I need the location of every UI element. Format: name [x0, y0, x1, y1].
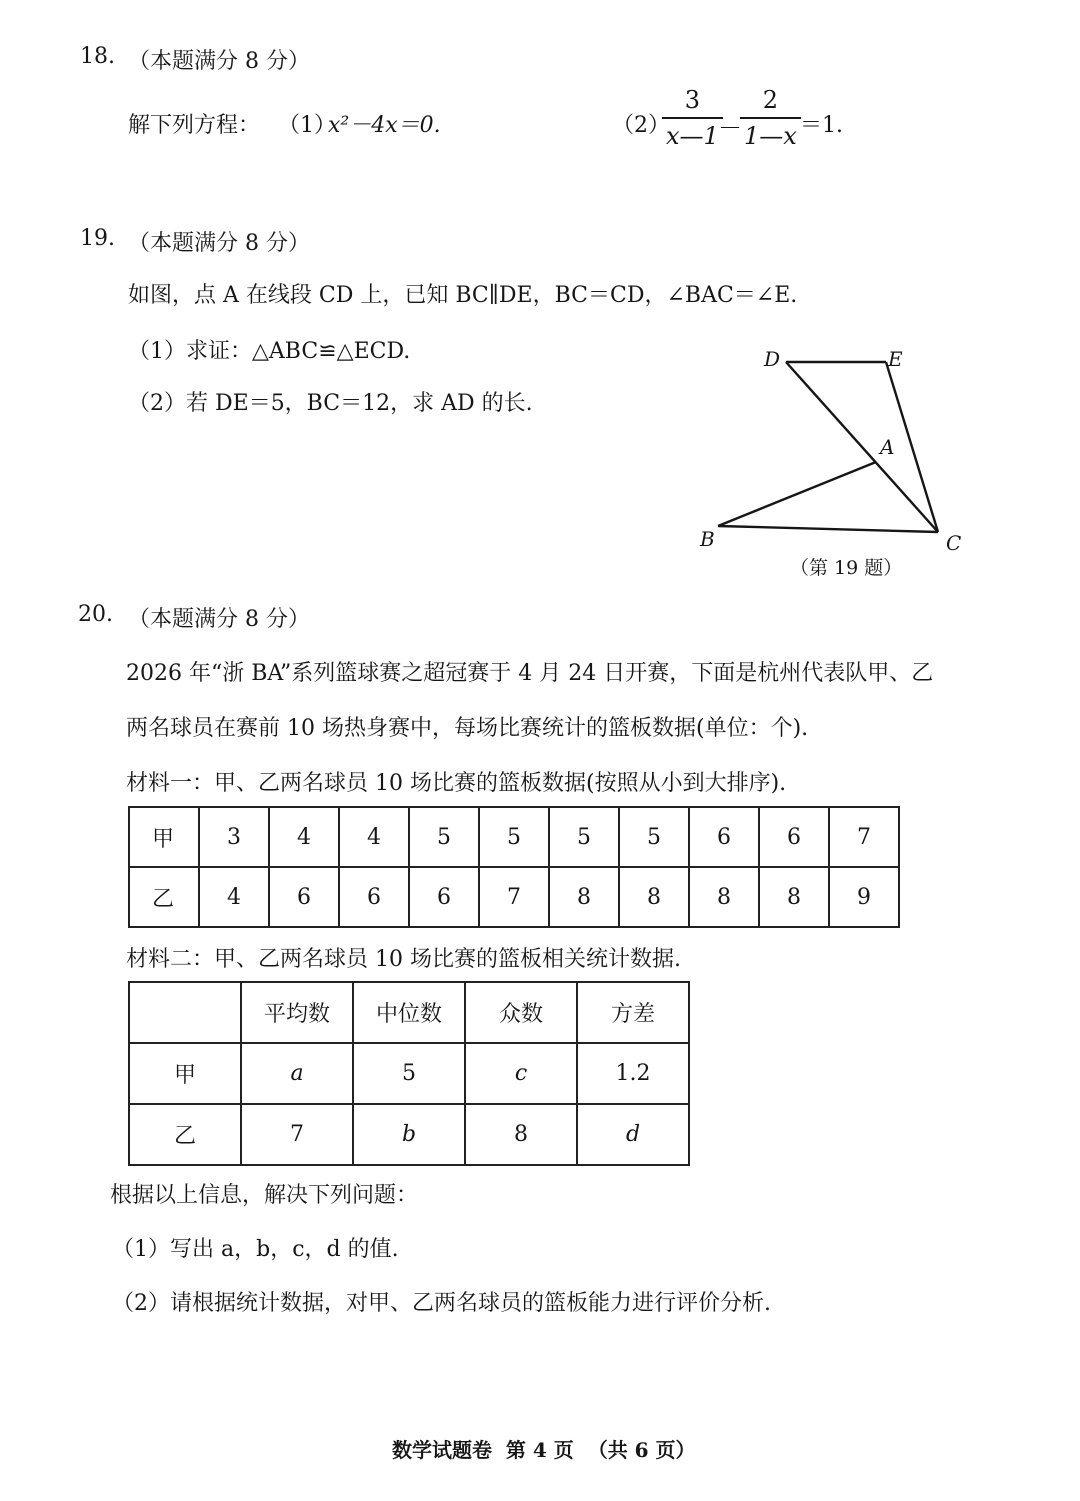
q18-rhs: ＝1. [800, 113, 843, 138]
table-cell: 6 [269, 867, 339, 927]
table-cell: 8 [759, 867, 829, 927]
label-A: A [880, 435, 895, 459]
q18-prompt: 解下列方程： [128, 113, 261, 138]
table-cell: 7 [241, 1104, 353, 1165]
table-cell: 3 [199, 807, 269, 867]
fraction-1-bar [662, 117, 723, 119]
table-row [129, 1043, 689, 1104]
table-cell: 7 [479, 867, 549, 927]
header-variance: 方差 [577, 982, 689, 1043]
table-cell: a [241, 1043, 353, 1104]
header-mode: 众数 [465, 982, 577, 1043]
table-cell: 5 [479, 807, 549, 867]
q19-figure-caption: （第 19 题） [790, 557, 903, 579]
segment-BA [718, 462, 876, 526]
statistics-table [128, 981, 690, 1166]
table-row [129, 807, 899, 867]
q20-part2: （2）请根据统计数据，对甲、乙两名球员的篮板能力进行评价分析. [112, 1291, 771, 1316]
fraction-1-numerator: 3 [684, 86, 701, 114]
rebound-data-table [128, 806, 900, 928]
table-cell: 4 [269, 807, 339, 867]
row-label-yi: 乙 [129, 867, 199, 927]
q19-header: （本题满分 8 分） [128, 231, 310, 256]
label-C: C [946, 531, 962, 555]
q19-part2: （2）若 DE＝5，BC＝12，求 AD 的长. [128, 391, 533, 416]
q18-minus-sign: － [718, 114, 742, 142]
q18-part1-label: （1） [278, 113, 336, 138]
q19-part1: （1）求证：△ABC≌△ECD. [128, 339, 411, 364]
table-cell: c [465, 1043, 577, 1104]
fraction-2-numerator: 2 [762, 86, 779, 114]
fraction-2-denominator: 1—x [744, 122, 797, 150]
label-D: D [764, 347, 781, 371]
table-cell: 9 [829, 867, 899, 927]
q20-header: （本题满分 8 分） [128, 607, 310, 632]
table-cell: 4 [339, 807, 409, 867]
q20-intro-line1: 2026 年“浙 BA”系列篮球赛之超冠赛于 4 月 24 日开赛，下面是杭州代表队甲、乙 [126, 661, 934, 686]
table-cell: 6 [689, 807, 759, 867]
page-footer: 数学试题卷 第 4 页 （共 6 页） [392, 1438, 696, 1462]
label-E: E [888, 347, 903, 371]
q19-statement: 如图，点 A 在线段 CD 上，已知 BC∥DE，BC＝CD，∠BAC＝∠E. [128, 283, 798, 308]
q18-fraction-2 [740, 86, 801, 150]
row-label-jia: 甲 [129, 807, 199, 867]
header-median: 中位数 [353, 982, 465, 1043]
q18-part1-equation: x²－4x＝0. [328, 113, 441, 138]
table-cell: 8 [465, 1104, 577, 1165]
table-corner-cell [129, 982, 241, 1043]
table-cell: 1.2 [577, 1043, 689, 1104]
q19-number: 19. [80, 226, 115, 251]
header-mean: 平均数 [241, 982, 353, 1043]
q18-fraction-1 [662, 86, 723, 150]
table-cell: 5 [353, 1043, 465, 1104]
table-cell: 6 [759, 807, 829, 867]
table-cell: 5 [409, 807, 479, 867]
q20-intro-line2: 两名球员在赛前 10 场热身赛中，每场比赛统计的篮板数据(单位：个). [126, 716, 809, 741]
table-cell: 8 [549, 867, 619, 927]
table-cell: d [577, 1104, 689, 1165]
table-cell: 5 [619, 807, 689, 867]
q18-header: （本题满分 8 分） [128, 49, 310, 74]
table-cell: 6 [339, 867, 409, 927]
segment-BC [718, 526, 938, 532]
segment-DC [786, 362, 938, 532]
table-row [129, 1104, 689, 1165]
fraction-1-denominator: x—1 [666, 122, 719, 150]
row-label-jia: 甲 [129, 1043, 241, 1104]
table-cell: 7 [829, 807, 899, 867]
table-cell: 8 [619, 867, 689, 927]
table-cell: 6 [409, 867, 479, 927]
table-cell: 5 [549, 807, 619, 867]
label-B: B [700, 527, 715, 551]
fraction-2-bar [740, 117, 801, 119]
q18-part2-label: （2） [612, 113, 670, 138]
table-row [129, 867, 899, 927]
table-cell: 8 [689, 867, 759, 927]
row-label-yi: 乙 [129, 1104, 241, 1165]
q20-part1: （1）写出 a，b，c，d 的值. [112, 1237, 399, 1262]
table-header-row [129, 982, 689, 1043]
q20-material2: 材料二：甲、乙两名球员 10 场比赛的篮板相关统计数据. [126, 947, 681, 972]
table-cell: b [353, 1104, 465, 1165]
q20-number: 20. [78, 602, 113, 627]
q20-material1: 材料一：甲、乙两名球员 10 场比赛的篮板数据(按照从小到大排序). [126, 771, 787, 796]
q18-number: 18. [80, 44, 115, 69]
q20-lead: 根据以上信息，解决下列问题： [110, 1183, 419, 1208]
table-cell: 4 [199, 867, 269, 927]
